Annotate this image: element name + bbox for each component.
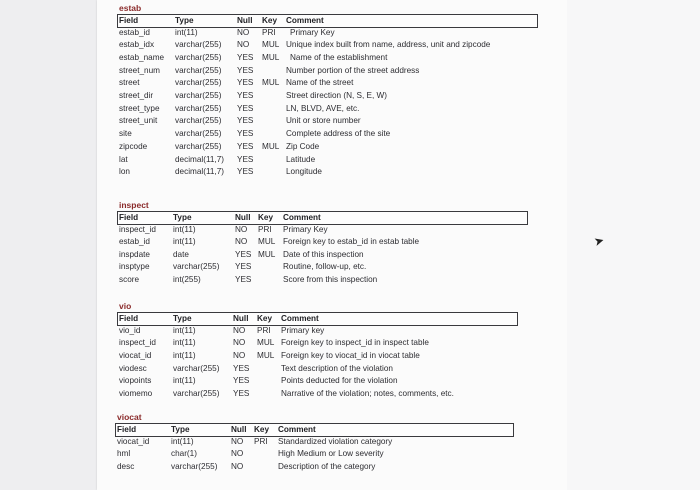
header-null: Null <box>233 313 249 323</box>
header-type: Type <box>173 313 192 323</box>
cell-type: int(11) <box>171 436 194 446</box>
cell-comment: Complete address of the site <box>286 129 391 139</box>
cell-comment: Primary Key <box>283 224 328 234</box>
cell-type: varchar(255) <box>175 116 222 126</box>
cell-comment: Name of the establishment <box>290 52 388 62</box>
header-null: Null <box>235 212 251 222</box>
cell-type: varchar(255) <box>175 78 222 88</box>
cell-comment: Description of the category <box>278 462 376 472</box>
cell-field: viocat_id <box>119 350 152 360</box>
cell-type: varchar(255) <box>171 462 218 472</box>
cell-type: varchar(255) <box>175 103 222 113</box>
cell-comment: Score from this inspection <box>283 274 378 284</box>
cell-comment: Foreign key to estab_id in estab table <box>283 237 420 247</box>
cell-comment: Number portion of the street address <box>286 65 420 75</box>
cell-field: street_type <box>119 103 160 113</box>
cell-type: varchar(255) <box>175 65 222 75</box>
cell-null: NO <box>237 27 250 37</box>
cell-field: estab_name <box>119 52 165 62</box>
cell-comment: High Medium or Low severity <box>278 449 384 459</box>
cell-comment: Routine, follow-up, etc. <box>283 262 367 272</box>
cell-null: YES <box>237 116 254 126</box>
cell-field: inspect_id <box>119 224 156 234</box>
header-field: Field <box>119 313 139 323</box>
header-type: Type <box>171 424 190 434</box>
cell-field: viocat_id <box>117 436 150 446</box>
header-comment: Comment <box>283 212 321 222</box>
cell-comment: Standardized violation category <box>278 436 393 446</box>
cell-comment: LN, BLVD, AVE, etc. <box>286 103 360 113</box>
cell-comment: Name of the street <box>286 78 354 88</box>
cell-type: int(11) <box>173 325 196 335</box>
cell-type: int(11) <box>173 350 196 360</box>
cell-type: int(11) <box>173 338 196 348</box>
cell-field: viodesc <box>119 363 147 373</box>
cell-null: YES <box>237 65 254 75</box>
cell-null: YES <box>237 91 254 100</box>
cell-key: MUL <box>262 141 280 151</box>
cell-field: lat <box>119 154 128 164</box>
header-key: Key <box>258 212 274 222</box>
cell-null: YES <box>233 389 250 398</box>
cell-comment: Points deducted for the violation <box>281 376 398 386</box>
cell-type: decimal(11,7) <box>175 167 224 177</box>
cell-null: NO <box>231 436 244 446</box>
cell-type: varchar(255) <box>173 389 220 398</box>
cell-field: inspdate <box>119 249 150 259</box>
cell-type: varchar(255) <box>175 52 222 62</box>
cell-type: int(11) <box>173 376 196 386</box>
cell-null: YES <box>233 376 250 386</box>
cell-field: hml <box>117 449 131 459</box>
cell-key: MUL <box>257 350 275 360</box>
cell-key: PRI <box>254 436 268 446</box>
cell-comment: Date of this inspection <box>283 249 364 259</box>
cell-comment: Unit or store number <box>286 116 361 126</box>
cell-null: NO <box>233 338 246 348</box>
header-field: Field <box>119 15 139 25</box>
cell-comment: Zip Code <box>286 141 320 151</box>
cell-type: int(11) <box>173 237 196 247</box>
cell-null: NO <box>235 224 248 234</box>
header-key: Key <box>257 313 273 323</box>
table-title: vio <box>119 301 132 311</box>
cell-field: insptype <box>119 262 150 272</box>
header-comment: Comment <box>286 15 324 25</box>
cell-type: int(11) <box>175 27 198 37</box>
cell-field: street_unit <box>119 116 158 126</box>
cell-null: NO <box>231 462 244 472</box>
cell-null: YES <box>237 103 254 113</box>
cell-field: street <box>119 78 140 88</box>
header-null: Null <box>237 15 253 25</box>
cell-comment: Unique index built from name, address, unit and zipcode <box>286 40 491 50</box>
cell-key: PRI <box>257 325 271 335</box>
cell-comment: Foreign key to viocat_id in viocat table <box>281 350 420 360</box>
cell-null: NO <box>231 449 244 459</box>
cell-null: YES <box>237 129 254 139</box>
header-field: Field <box>119 212 139 222</box>
header-null: Null <box>231 424 247 434</box>
cell-key: MUL <box>257 338 275 348</box>
cell-field: estab_id <box>119 27 150 37</box>
cell-null: NO <box>237 40 250 50</box>
header-field: Field <box>117 424 137 434</box>
cell-type: varchar(255) <box>173 262 220 272</box>
cell-comment: Street direction (N, S, E, W) <box>286 91 388 100</box>
cell-null: YES <box>235 249 252 259</box>
table-title: inspect <box>119 200 149 210</box>
cell-comment: Primary Key <box>290 27 335 37</box>
cell-field: street_num <box>119 65 160 75</box>
cell-key: PRI <box>258 224 272 234</box>
cell-null: YES <box>233 363 250 373</box>
cell-comment: Primary key <box>281 325 325 335</box>
cell-null: NO <box>233 325 246 335</box>
cell-null: NO <box>233 350 246 360</box>
cell-comment: Text description of the violation <box>281 363 393 373</box>
cell-type: int(11) <box>173 224 196 234</box>
cell-field: desc <box>117 462 135 472</box>
cell-field: street_dir <box>119 91 154 100</box>
cell-null: YES <box>237 154 254 164</box>
cell-null: YES <box>235 274 252 284</box>
cell-key: MUL <box>262 52 280 62</box>
cell-null: YES <box>237 52 254 62</box>
cell-comment: Latitude <box>286 154 316 164</box>
cell-field: estab_idx <box>119 40 155 50</box>
cell-comment: Narrative of the violation; notes, comments, etc. <box>281 389 454 398</box>
cell-type: int(255) <box>173 274 201 284</box>
background-pane <box>567 0 700 490</box>
cell-type: varchar(255) <box>175 129 222 139</box>
mouse-pointer-icon: ➤ <box>592 232 606 250</box>
cell-type: varchar(255) <box>173 363 220 373</box>
cell-key: PRI <box>262 27 276 37</box>
cell-field: inspect_id <box>119 338 156 348</box>
cell-comment: Longitude <box>286 167 322 177</box>
cell-key: MUL <box>258 249 276 259</box>
cell-type: varchar(255) <box>175 91 222 100</box>
cell-field: viopoints <box>119 376 152 386</box>
cell-field: score <box>119 274 140 284</box>
header-comment: Comment <box>278 424 316 434</box>
cell-field: vio_id <box>119 325 141 335</box>
cell-type: date <box>173 249 189 259</box>
cell-field: lon <box>119 167 130 177</box>
cell-key: MUL <box>262 78 280 88</box>
cell-null: NO <box>235 237 248 247</box>
cell-type: varchar(255) <box>175 40 222 50</box>
cell-key: MUL <box>258 237 276 247</box>
header-key: Key <box>262 15 278 25</box>
cell-null: YES <box>237 141 254 151</box>
cell-type: varchar(255) <box>175 141 222 151</box>
table-title: estab <box>119 3 142 13</box>
header-type: Type <box>175 15 194 25</box>
cell-comment: Foreign key to inspect_id in inspect table <box>281 338 429 348</box>
table-title: viocat <box>117 412 142 422</box>
cell-null: YES <box>237 167 254 177</box>
header-comment: Comment <box>281 313 319 323</box>
cell-field: site <box>119 129 132 139</box>
cell-field: viomemo <box>119 389 153 398</box>
cell-null: YES <box>237 78 254 88</box>
header-type: Type <box>173 212 192 222</box>
header-key: Key <box>254 424 270 434</box>
cell-key: MUL <box>262 40 280 50</box>
cell-type: char(1) <box>171 449 197 459</box>
cell-type: decimal(11,7) <box>175 154 224 164</box>
cell-null: YES <box>235 262 252 272</box>
cell-field: estab_id <box>119 237 150 247</box>
cell-field: zipcode <box>119 141 148 151</box>
